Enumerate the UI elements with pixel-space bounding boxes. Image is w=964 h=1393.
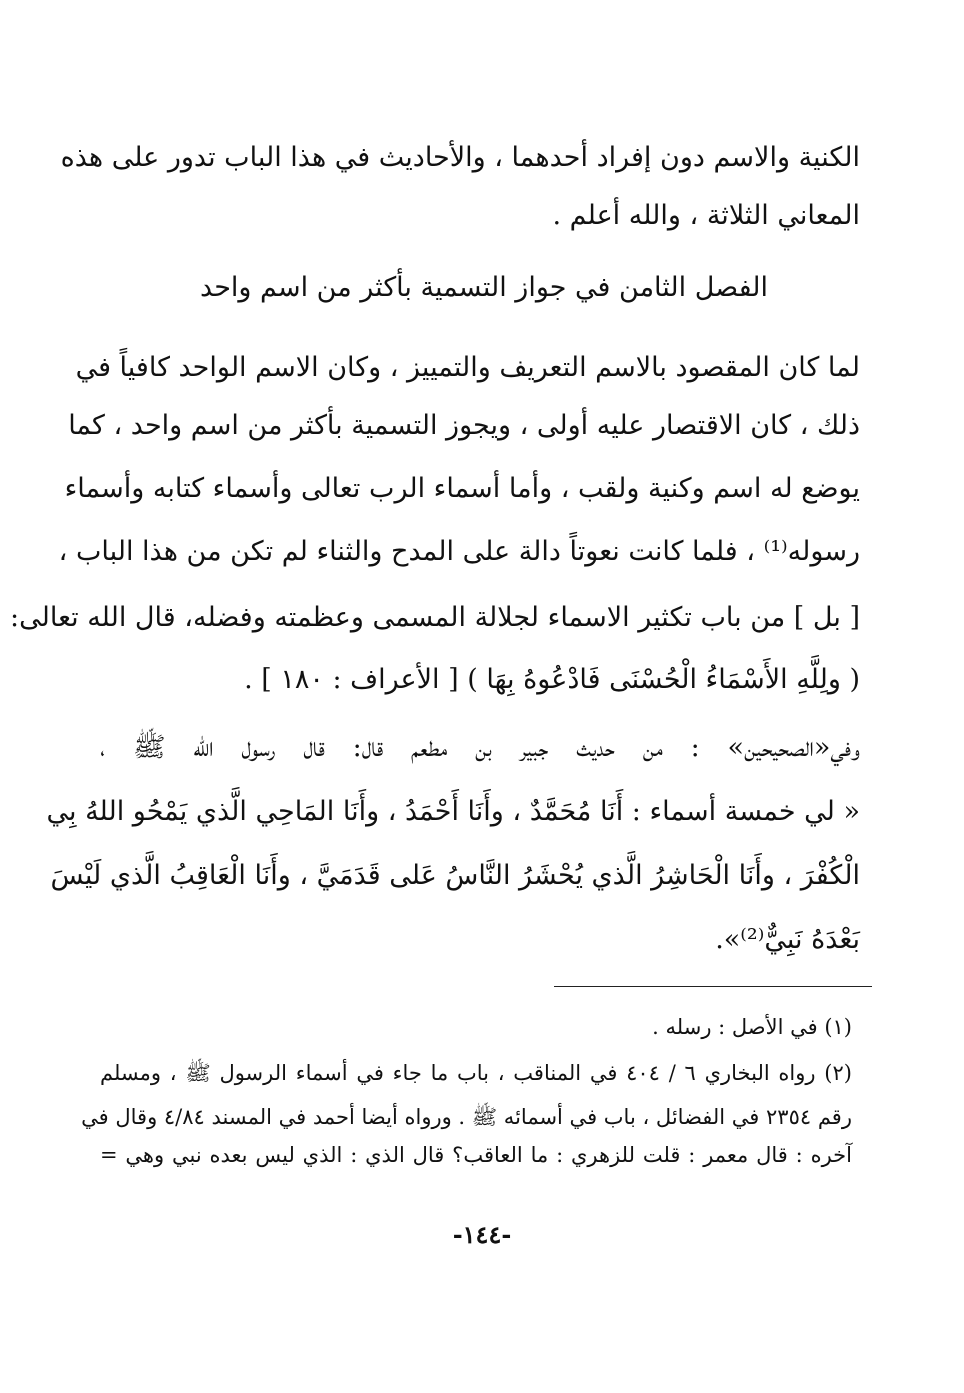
- footnote-separator: [554, 986, 872, 987]
- paragraph-3-line-3: الْكُفْرَ ، وأَنَا الْحَاشِرُ الَّذي يُحْشَرُ النَّاسُ عَلى قَدَمَيَّ ، وأَنَا الْعَاقِبُ الَّذي لَيْسَ: [50, 860, 860, 891]
- paragraph-1-line-1: الكنية والاسم دون إفراد أحدهما ، والأحاديث في هذا الباب تدور على هذه: [60, 142, 860, 173]
- footnote-2-line-3: آخره : قال معمر : قلت للزهري : ما العاقب؟ قال الذي : الذي ليس بعده نبي وهي =: [100, 1143, 852, 1167]
- section-heading: الفصل الثامن في جواز التسمية بأكثر من اسم واحد: [200, 272, 768, 303]
- paragraph-1-line-2: المعاني الثلاثة ، والله أعلم .: [552, 200, 860, 231]
- paragraph-2-line-4: رسوله⁽¹⁾ ، فلما كانت نعوتاً دالة على المدح والثناء لم تكن من هذا الباب ،: [58, 536, 860, 567]
- page-number: -١٤٤-: [452, 1220, 512, 1249]
- footnote-2-line-2: رقم ٢٣٥٤ في الفضائل ، باب في أسمائه ﷺ . ورواه أيضا أحمد في المسند ٤/٨٤ وقال في: [81, 1105, 852, 1129]
- paragraph-3-line-2: « لي خمسة أسماء : أَنَا مُحَمَّدٌ ، وأَنَا أَحْمَدُ ، وأَنَا المَاحِي الَّذي يَمْحُو اللهُ بِي: [46, 796, 860, 827]
- paragraph-2-line-2: ذلك ، كان الاقتصار عليه أولى ، ويجوز التسمية بأكثر من اسم واحد ، كما: [68, 410, 860, 441]
- paragraph-2-line-1: لما كان المقصود بالاسم التعريف والتمييز ، وكان الاسم الواحد كافياً في: [75, 352, 860, 383]
- paragraph-2-line-3: يوضع له اسم وكنية ولقب ، وأما أسماء الرب تعالى وأسماء كتابه وأسماء: [64, 473, 860, 504]
- footnote-1: (١) في الأصل : رسله .: [652, 1015, 852, 1039]
- footnote-2-line-1: (٢) رواه البخاري ٦ / ٤٠٤ في المناقب ، باب ما جاء في أسماء الرسول ﷺ ، ومسلم: [100, 1061, 852, 1085]
- paragraph-2-line-5: [ بل ] من باب تكثير الاسماء لجلالة المسمى وعظمته وفضله، قال الله تعالى:: [10, 602, 860, 633]
- paragraph-3-line-4: بَعْدَهُ نَبِيٌّ⁽²⁾».: [715, 924, 860, 955]
- paragraph-3-line-1: وفي«الصحيحين» : من حديث جبير بن مطعم قال: قال رسول الله ﷺ ،: [100, 732, 860, 763]
- paragraph-2-line-6: ( ولِلَّهِ الأَسْمَاءُ الْحُسْنَى فَادْعُوهُ بِهَا ) [ الأعراف : ١٨٠ ] .: [244, 664, 860, 695]
